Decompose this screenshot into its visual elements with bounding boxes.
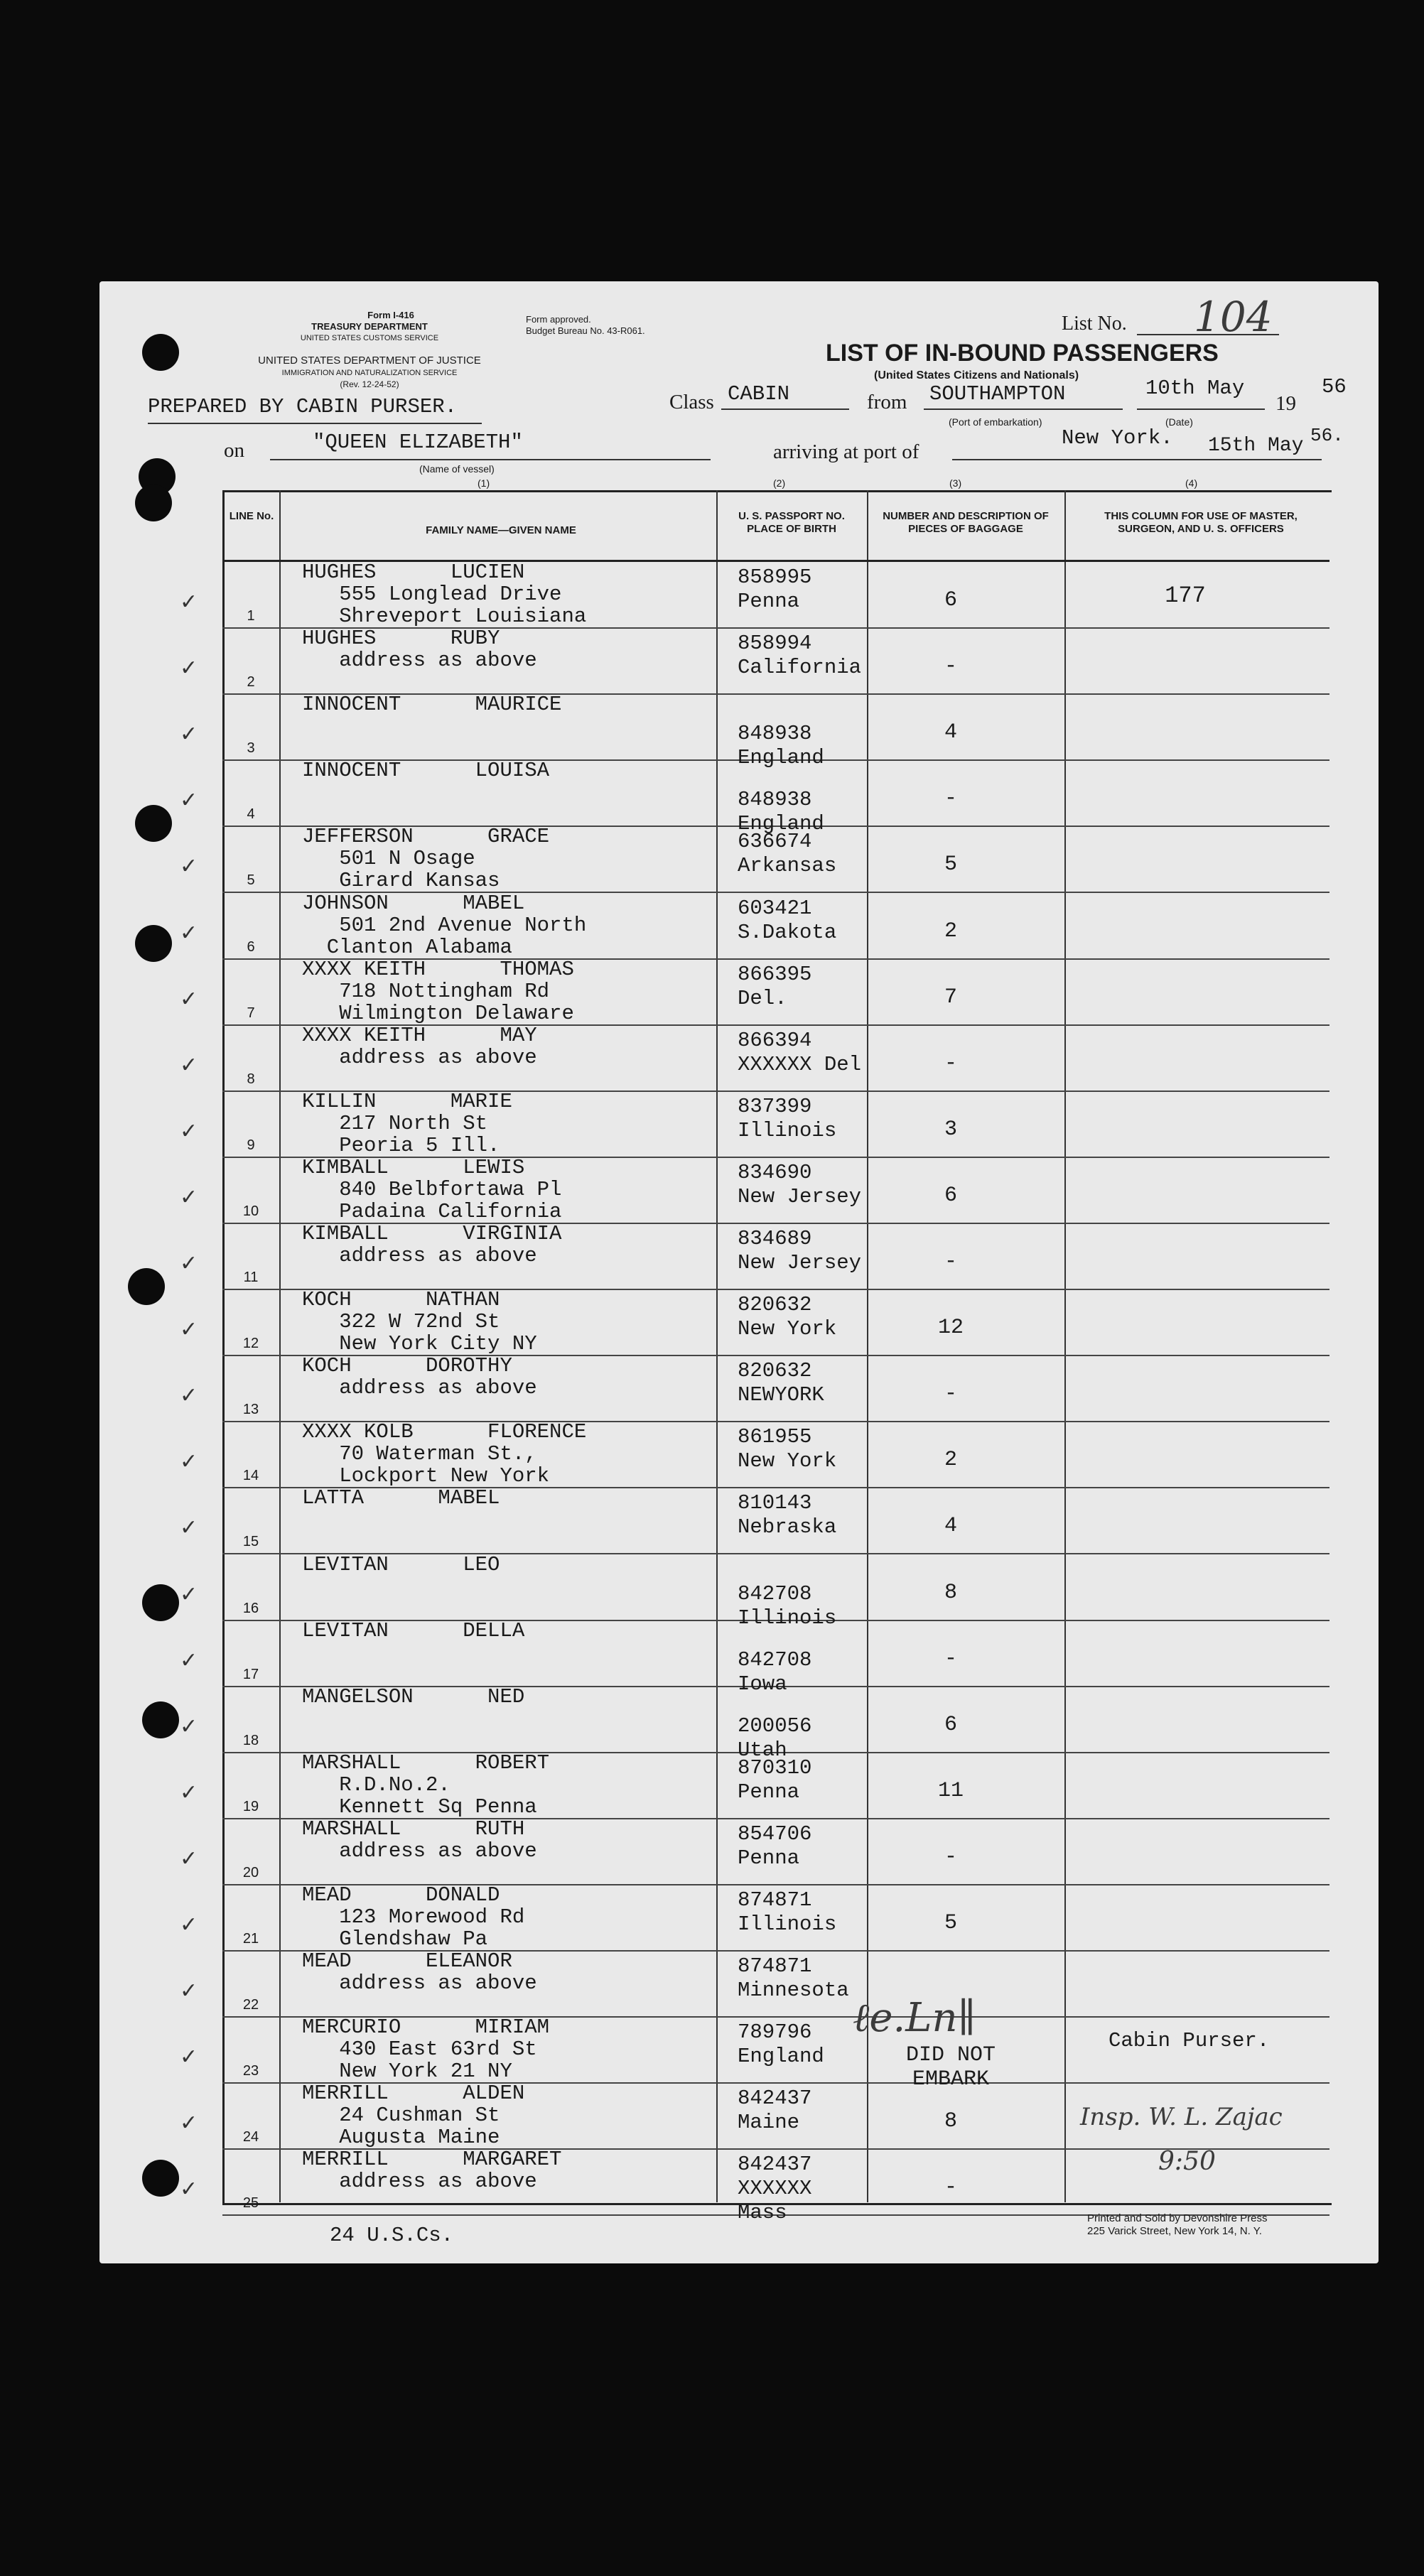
passenger-name: MERCURIO MIRIAM 430 East 63rd St New York 21 NY: [302, 2015, 550, 2084]
passport-birthplace: 820632 New York: [738, 1293, 837, 1341]
passport-birthplace: 842437 Maine: [738, 2087, 812, 2135]
passenger-name: MEAD ELEANOR address as above: [302, 1949, 537, 1996]
baggage-count: 6: [944, 588, 957, 612]
check-mark-icon: ✓: [180, 1647, 198, 1673]
table-row: [180, 1618, 1329, 1696]
table-row: [180, 1354, 1329, 1422]
line-number: 15: [242, 1534, 259, 1550]
col-head-passport: U. S. PASSPORT NO. PLACE OF BIRTH: [738, 510, 845, 535]
passenger-name: LEVITAN DELLA: [302, 1618, 525, 1643]
check-mark-icon: ✓: [180, 656, 198, 681]
purser-title: Cabin Purser.: [1109, 2029, 1270, 2052]
arriving-port: New York.: [1062, 426, 1173, 450]
passport-birthplace: 866395 Del.: [738, 962, 812, 1010]
table-row: [180, 1089, 1329, 1158]
line-number: 18: [242, 1732, 259, 1748]
list-no-value: 104: [1194, 293, 1273, 341]
embark-date-underline: [1137, 408, 1265, 410]
table-row: [180, 627, 1329, 695]
inspector-time: 9:50: [1158, 2147, 1216, 2176]
line-number: 23: [242, 2063, 259, 2079]
check-mark-icon: ✓: [180, 2177, 198, 2202]
arriving-underline: [952, 459, 1322, 460]
line-number: 13: [242, 1402, 259, 1418]
table-row: [180, 1817, 1329, 1885]
baggage-count: -: [944, 2175, 957, 2200]
col-head-line-no: LINE No.: [229, 510, 274, 522]
line-number: 9: [247, 1137, 255, 1153]
passport-birthplace: 848938 England: [738, 788, 824, 836]
passport-birthplace: 848938 England: [738, 722, 824, 770]
col-number-1: (1): [478, 477, 490, 489]
punch-hole: [135, 805, 172, 842]
check-mark-icon: ✓: [180, 854, 198, 880]
line-number: 17: [242, 1666, 259, 1682]
col-number-2: (2): [773, 477, 786, 489]
baggage-count: 6: [944, 1183, 957, 1208]
check-mark-icon: ✓: [180, 1251, 198, 1276]
baggage-count: -: [944, 1844, 957, 1869]
passenger-name: XXXX KEITH MAY address as above: [302, 1023, 537, 1069]
baggage-count: -: [944, 1051, 957, 1076]
passport-birthplace: 854706 Penna: [738, 1822, 812, 1870]
check-mark-icon: ✓: [180, 1780, 198, 1805]
passenger-name: HUGHES LUCIEN 555 Longlead Drive Shreveport Louisiana: [302, 561, 587, 628]
baggage-count: -: [944, 654, 957, 679]
arriving-label: arriving at port of: [773, 440, 919, 463]
passenger-name: MANGELSON NED: [302, 1684, 525, 1709]
line-number: 19: [242, 1798, 259, 1814]
line-number: 21: [242, 1931, 259, 1947]
passport-birthplace: 636674 Arkansas: [738, 830, 837, 878]
passenger-name: INNOCENT MAURICE: [302, 693, 562, 717]
line-number: 24: [242, 2129, 259, 2145]
punch-hole: [142, 1584, 179, 1621]
baggage-count: 4: [944, 720, 957, 745]
col-number-3: (3): [949, 477, 962, 489]
passport-birthplace: 834689 New Jersey: [738, 1227, 862, 1275]
line-number: 22: [242, 1997, 259, 2013]
passport-birthplace: 810143 Nebraska: [738, 1491, 837, 1539]
from-underline: [924, 408, 1123, 410]
check-mark-icon: ✓: [180, 2111, 198, 2136]
line-number: 4: [247, 806, 255, 823]
form-id: Form I-416: [367, 310, 414, 320]
baggage-count: 8: [944, 2109, 957, 2134]
passenger-name: HUGHES RUBY address as above: [302, 627, 537, 673]
line-number: 6: [247, 938, 255, 955]
passport-birthplace: 858994 California: [738, 632, 862, 680]
printer-line-2: 225 Varick Street, New York 14, N. Y.: [1087, 2225, 1262, 2237]
punch-hole: [135, 925, 172, 962]
check-mark-icon: ✓: [180, 590, 198, 615]
baggage-count: 2: [944, 1448, 957, 1473]
passport-birthplace: 789796 England: [738, 2020, 824, 2069]
passport-birthplace: 603421 S.Dakota: [738, 896, 837, 944]
total-count: 24 U.S.Cs.: [330, 2224, 454, 2247]
baggage-count: 4: [944, 1514, 957, 1539]
punch-hole: [128, 1268, 165, 1305]
passenger-name: JEFFERSON GRACE 501 N Osage Girard Kansas: [302, 825, 550, 893]
vessel-underline: [270, 459, 711, 460]
line-number: 16: [242, 1600, 259, 1616]
check-mark-icon: ✓: [180, 986, 198, 1012]
col-head-officers: THIS COLUMN FOR USE OF MASTER, SURGEON, AND U. S. OFFICERS: [1104, 510, 1298, 535]
table-row: [180, 1023, 1329, 1092]
vessel-caption: (Name of vessel): [419, 463, 495, 475]
passport-birthplace: 858995 Penna: [738, 565, 812, 613]
inspector-note: Insp. W. L. Zajac: [1080, 2103, 1283, 2131]
passenger-name: KIMBALL VIRGINIA address as above: [302, 1222, 562, 1267]
from-value: SOUTHAMPTON: [929, 382, 1066, 406]
col-number-4: (4): [1185, 477, 1198, 489]
arriving-date: 15th May: [1208, 435, 1304, 457]
passport-birthplace: 870310 Penna: [738, 1755, 812, 1804]
table-row: [180, 561, 1329, 629]
baggage-count: 6: [944, 1712, 957, 1737]
prepared-by-underline: [148, 423, 482, 424]
vessel-name: "QUEEN ELIZABETH": [313, 431, 523, 454]
table-row: [180, 1420, 1329, 1488]
table-row: [180, 1288, 1329, 1356]
page-subtitle: (United States Citizens and Nationals): [874, 369, 1079, 381]
check-mark-icon: ✓: [180, 2045, 198, 2070]
class-label: Class: [669, 391, 714, 413]
prepared-by: PREPARED BY CABIN PURSER.: [148, 395, 458, 418]
punch-hole: [135, 485, 172, 521]
baggage-count: 5: [944, 1911, 957, 1935]
table-row: [180, 1486, 1329, 1554]
passenger-name: LATTA MABEL: [302, 1486, 500, 1510]
year-value: 56: [1322, 375, 1347, 399]
table-row: [180, 891, 1329, 960]
baggage-count: -: [944, 1250, 957, 1274]
baggage-count: DID NOT EMBARK: [905, 2043, 996, 2092]
year-prefix: 19: [1275, 392, 1296, 415]
table-row: [180, 1155, 1329, 1224]
form-approved: Form approved.: [526, 314, 591, 325]
passport-birthplace: 837399 Illinois: [738, 1094, 837, 1142]
passenger-name: LEVITAN LEO: [302, 1552, 500, 1576]
list-no-underline: [1137, 334, 1279, 335]
check-mark-icon: ✓: [180, 1383, 198, 1409]
date-caption: (Date): [1165, 416, 1193, 428]
line-number: 1: [247, 608, 255, 624]
revision-date: (Rev. 12-24-52): [340, 379, 399, 389]
check-mark-icon: ✓: [180, 1184, 198, 1210]
line-number: 3: [247, 740, 255, 757]
arriving-year: 56.: [1310, 425, 1344, 446]
table-row: [180, 1949, 1329, 2018]
check-mark-icon: ✓: [180, 1979, 198, 2004]
check-mark-icon: ✓: [180, 920, 198, 946]
line-number: 5: [247, 872, 255, 889]
line-number: 10: [242, 1203, 259, 1219]
passport-birthplace: 874871 Illinois: [738, 1888, 837, 1936]
col-head-family-name: FAMILY NAME—GIVEN NAME: [426, 524, 576, 536]
passenger-name: KOCH DOROTHY address as above: [302, 1354, 537, 1400]
port-embark-caption: (Port of embarkation): [949, 416, 1042, 428]
line-number: 8: [247, 1071, 255, 1087]
table-row: [180, 1750, 1329, 1819]
line-number: 7: [247, 1005, 255, 1021]
baggage-count: -: [944, 786, 957, 811]
passport-birthplace: 834690 New Jersey: [738, 1160, 862, 1208]
check-mark-icon: ✓: [180, 1515, 198, 1541]
embark-date: 10th May: [1145, 377, 1245, 400]
passenger-name: KIMBALL LEWIS 840 Belbfortawa Pl Padaina California: [302, 1155, 562, 1223]
punch-hole: [142, 334, 179, 371]
check-mark-icon: ✓: [180, 722, 198, 747]
baggage-count: 5: [944, 853, 957, 877]
class-underline: [721, 408, 849, 410]
check-mark-icon: ✓: [180, 1317, 198, 1343]
table-row: [180, 693, 1329, 770]
passenger-name: MERRILL ALDEN 24 Cushman St Augusta Maine: [302, 2082, 525, 2150]
baggage-count: 12: [937, 1316, 964, 1341]
table-row: [180, 1552, 1329, 1630]
passport-birthplace: 874871 Minnesota: [738, 1954, 849, 2003]
on-label: on: [224, 439, 244, 462]
check-mark-icon: ✓: [180, 1118, 198, 1144]
check-mark-icon: ✓: [180, 1714, 198, 1739]
check-mark-icon: ✓: [180, 1912, 198, 1937]
passenger-name: JOHNSON MABEL 501 2nd Avenue North Clanton Alabama: [302, 891, 587, 959]
baggage-count: 2: [944, 919, 957, 943]
table-row: [180, 1222, 1329, 1290]
line-number: 2: [247, 674, 255, 691]
table-row: [180, 1883, 1329, 1952]
table-row: [180, 1684, 1329, 1762]
check-mark-icon: ✓: [180, 1846, 198, 1871]
baggage-count: 7: [944, 985, 957, 1010]
from-label: from: [867, 391, 907, 413]
table-row: [180, 825, 1329, 893]
punch-hole: [142, 2160, 179, 2197]
passenger-name: MERRILL MARGARET address as above: [302, 2148, 562, 2194]
class-value: CABIN: [728, 382, 790, 406]
baggage-count: 3: [944, 1117, 957, 1142]
customs-service: UNITED STATES CUSTOMS SERVICE: [300, 334, 439, 342]
baggage-count: 8: [944, 1580, 957, 1605]
passport-birthplace: 842708 Illinois: [738, 1581, 837, 1630]
check-mark-icon: ✓: [180, 1581, 198, 1607]
passport-birthplace: 820632 NEWYORK: [738, 1359, 824, 1407]
passenger-name: XXXX KEITH THOMAS 718 Nottingham Rd Wilmington Delaware: [302, 957, 574, 1025]
baggage-count: -: [944, 1382, 957, 1407]
col-head-baggage: NUMBER AND DESCRIPTION OF PIECES OF BAGGAGE: [883, 510, 1049, 535]
line-number: 14: [242, 1468, 259, 1484]
baggage-count: -: [944, 1646, 957, 1671]
treasury-department: TREASURY DEPARTMENT: [311, 321, 428, 332]
passenger-name: MARSHALL ROBERT R.D.No.2. Kennett Sq Penna: [302, 1750, 550, 1819]
page-title: LIST OF IN-BOUND PASSENGERS: [826, 340, 1219, 367]
passenger-name: MEAD DONALD 123 Morewood Rd Glendshaw Pa: [302, 1883, 525, 1951]
passport-birthplace: 842437 XXXXXX Mass: [738, 2153, 812, 2225]
punch-hole: [142, 1701, 179, 1738]
passenger-name: KILLIN MARIE 217 North St Peoria 5 Ill.: [302, 1089, 512, 1157]
line-number: 11: [243, 1270, 259, 1285]
passenger-name: XXXX KOLB FLORENCE 70 Waterman St., Lockport New York: [302, 1420, 587, 1488]
passport-birthplace: 842708 Iowa: [738, 1647, 812, 1696]
immigration-service: IMMIGRATION AND NATURALIZATION SERVICE: [281, 369, 458, 377]
purser-signature: ℓe.Ln∥: [853, 1995, 976, 2041]
line-number: 25: [242, 2195, 259, 2212]
passport-birthplace: 866394 XXXXXX Del: [738, 1028, 862, 1076]
officer-note: 177: [1165, 583, 1206, 609]
table-row: [180, 759, 1329, 836]
passport-birthplace: 861955 New York: [738, 1425, 837, 1473]
passenger-name: KOCH NATHAN 322 W 72nd St New York City NY: [302, 1288, 537, 1356]
baggage-count: 11: [937, 1778, 964, 1803]
passenger-name: INNOCENT LOUISA: [302, 759, 550, 783]
budget-bureau: Budget Bureau No. 43-R061.: [526, 325, 645, 336]
passport-birthplace: 200056 Utah: [738, 1714, 812, 1762]
line-number: 20: [242, 1864, 259, 1880]
passenger-name: MARSHALL RUTH address as above: [302, 1817, 537, 1863]
line-number: 12: [242, 1336, 259, 1352]
printer-line-1: Printed and Sold by Devonshire Press: [1087, 2212, 1268, 2224]
check-mark-icon: ✓: [180, 1449, 198, 1475]
check-mark-icon: ✓: [180, 1052, 198, 1078]
list-no-label: List No.: [1062, 313, 1127, 335]
justice-department: UNITED STATES DEPARTMENT OF JUSTICE: [258, 355, 481, 367]
check-mark-icon: ✓: [180, 788, 198, 813]
table-row: [180, 957, 1329, 1026]
